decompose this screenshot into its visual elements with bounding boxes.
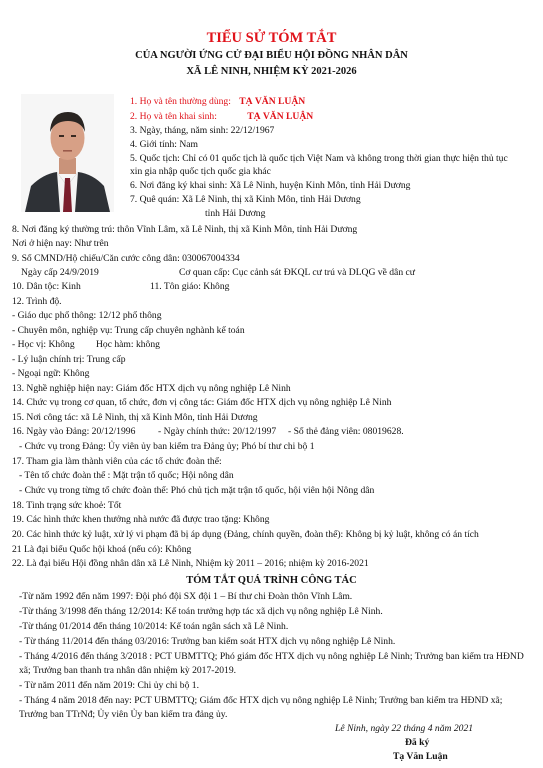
nationality: 5. Quốc tịch: Chỉ có 01 quốc tịch là quốc tịch Việt Nam và không trong thời gian thực hiện thủ tục: [130, 153, 508, 164]
work-history-item: -Từ năm 1992 đến năm 1997: Đội phó đội SX đội 1 – Bí thư chi Đoàn thôn Vĩnh Lâm.: [19, 591, 353, 602]
foreign-language: - Ngoại ngữ: Không: [12, 368, 90, 379]
professional-qualification: - Chuyên môn, nghiệp vụ: Trung cấp chuyên nghành kế toán: [12, 325, 245, 336]
signer-name: Tạ Văn Luận: [393, 751, 448, 762]
workplace: 15. Nơi công tác: xã Lê Ninh, thị xã Kinh Môn, tỉnh Hải Dương: [12, 412, 258, 423]
national-assembly-membership: 21 Là đại biểu Quốc hội khoá (nếu có): Không: [12, 544, 192, 555]
party-admission-date: 16. Ngày vào Đảng: 20/12/1996: [12, 426, 136, 437]
hometown-province: tỉnh Hải Dương: [205, 208, 266, 219]
academic-degree: - Học vị: Không: [12, 339, 75, 350]
current-position: 14. Chức vụ trong cơ quan, tổ chức, đơn vị công tác: Giám đốc HTX dịch vụ nông nghiệp Lê Ninh: [12, 397, 392, 408]
work-history-heading: TÓM TẮT QUÁ TRÌNH CÔNG TÁC: [186, 575, 357, 586]
permanent-residence: 8. Nơi đăng ký thường trú: thôn Vĩnh Lâm, xã Lê Ninh, thị xã Kinh Môn, tỉnh Hải Dương: [12, 224, 358, 235]
id-number: 9. Số CMND/Hộ chiếu/Căn cước công dân: 030067004334: [12, 253, 240, 264]
political-theory: - Lý luận chính trị: Trung cấp: [12, 354, 126, 365]
current-occupation: 13. Nghề nghiệp hiện nay: Giám đốc HTX dịch vụ nông nghiệp Lê Ninh: [12, 383, 291, 394]
date-of-birth: 3. Ngày, tháng, năm sinh: 22/12/1967: [130, 125, 275, 136]
document-subtitle: CỦA NGƯỜI ỨNG CỬ ĐẠI BIỂU HỘI ĐỒNG NHÂN DÂN: [135, 50, 408, 61]
birth-registration-place: 6. Nơi đăng ký khai sinh: Xã Lê Ninh, huyện Kinh Môn, tỉnh Hải Dương: [130, 180, 411, 191]
birth-name-line: 2. Họ và tên khai sinh: TẠ VĂN LUẬN: [130, 111, 314, 122]
disciplinary-record: 20. Các hình thức kỷ luật, xử lý vi phạm đã bị áp dụng (Đảng, chính quyền, đoàn thể): Không bị kỷ luật, không có án tích: [12, 529, 479, 540]
signature-date: Lê Ninh, ngày 22 tháng 4 năm 2021: [335, 723, 474, 734]
portrait-photo: [21, 94, 114, 212]
common-name-value: TẠ VĂN LUẬN: [239, 96, 306, 107]
party-card-number: - Số thẻ đảng viên: 08019628.: [288, 426, 404, 437]
general-education: - Giáo dục phổ thông: 12/12 phổ thông: [12, 310, 162, 321]
signature-status: Đã ký: [405, 737, 430, 748]
work-history-item: - Từ tháng 11/2014 đến tháng 03/2016: Trưởng ban kiểm soát HTX dịch vụ nông nghiệp Lê Ninh.: [19, 636, 396, 647]
work-history-item: - Tháng 4/2016 đến tháng 3/2018 : PCT UBMTTQ; Phó giám đốc HTX dịch vụ nông nghiệp Lê Ninh; Trưởng ban kiểm tra HĐND xã; Trưởng ban thanh tra nhân dân nhiệm kỳ 2017-2019.: [19, 651, 524, 676]
religion: 11. Tôn giáo: Không: [150, 281, 230, 292]
document-title: TIỂU SỬ TÓM TẮT: [206, 30, 337, 46]
work-history-item: -Từ tháng 3/1998 đến tháng 12/2014: Kế toán trưởng hợp tác xã dịch vụ nông nghiệp Lê Ninh.: [19, 606, 383, 617]
state-awards: 19. Các hình thức khen thưởng nhà nước đã được trao tặng: Không: [12, 514, 270, 525]
organization-names: - Tên tổ chức đoàn thể : Mặt trận tổ quốc; Hội nông dân: [19, 470, 234, 481]
ethnicity: 10. Dân tộc: Kinh: [12, 281, 81, 292]
nationality-continued: xin gia nhập quốc tịch quốc gia khác: [130, 166, 271, 177]
common-name-line: 1. Họ và tên thường dùng: TẠ VĂN LUẬN: [130, 96, 306, 107]
academic-title: Học hàm: không: [96, 339, 160, 350]
work-history-item: - Tháng 4 năm 2018 đến nay: PCT UBMTTQ; Giám đốc HTX dịch vụ nông nghiệp Lê Ninh; Trưởng ban kiểm tra HĐND xã; Trưởng ban TTrNđ; Ủy viên Ủy ban kiểm tra đảng ủy.: [19, 695, 503, 720]
organizations-heading: 17. Tham gia làm thành viên của các tổ chức đoàn thể:: [12, 456, 222, 467]
id-issuing-authority: Cơ quan cấp: Cục cảnh sát ĐKQL cư trú và DLQG về dân cư: [179, 267, 415, 278]
organization-positions: - Chức vụ trong từng tổ chức đoàn thể: Phó chủ tịch mặt trận tổ quốc, hội viên hội Nông dân: [19, 485, 375, 496]
education-heading: 12. Trình độ.: [12, 296, 62, 307]
document-subtitle-term: XÃ LÊ NINH, NHIỆM KỲ 2021-2026: [186, 66, 357, 77]
gender: 4. Giới tính: Nam: [130, 139, 198, 150]
current-residence: Nơi ở hiện nay: Như trên: [12, 238, 109, 249]
party-position: - Chức vụ trong Đảng: Ủy viên ủy ban kiểm tra Đảng ủy; Phó bí thư chi bộ 1: [19, 441, 315, 452]
birth-name-value: TẠ VĂN LUẬN: [247, 111, 314, 122]
council-membership: 22. Là đại biểu Hội đồng nhân dân xã Lê Ninh, Nhiệm kỳ 2011 – 2016; nhiệm kỳ 2016-2021: [12, 558, 369, 569]
hometown: 7. Quê quán: Xã Lê Ninh, thị xã Kinh Môn, tỉnh Hải Dương: [130, 194, 361, 205]
id-issue-date: Ngày cấp 24/9/2019: [21, 267, 99, 278]
party-official-date: - Ngày chính thức: 20/12/1997: [158, 426, 277, 437]
work-history-item: -Từ tháng 01/2014 đến tháng 10/2014: Kế toán ngân sách xã Lê Ninh.: [19, 621, 289, 632]
health-status: 18. Tình trạng sức khoẻ: Tốt: [12, 500, 122, 511]
work-history-item: - Từ năm 2011 đến năm 2019: Chi ủy chi bộ 1.: [19, 680, 199, 691]
